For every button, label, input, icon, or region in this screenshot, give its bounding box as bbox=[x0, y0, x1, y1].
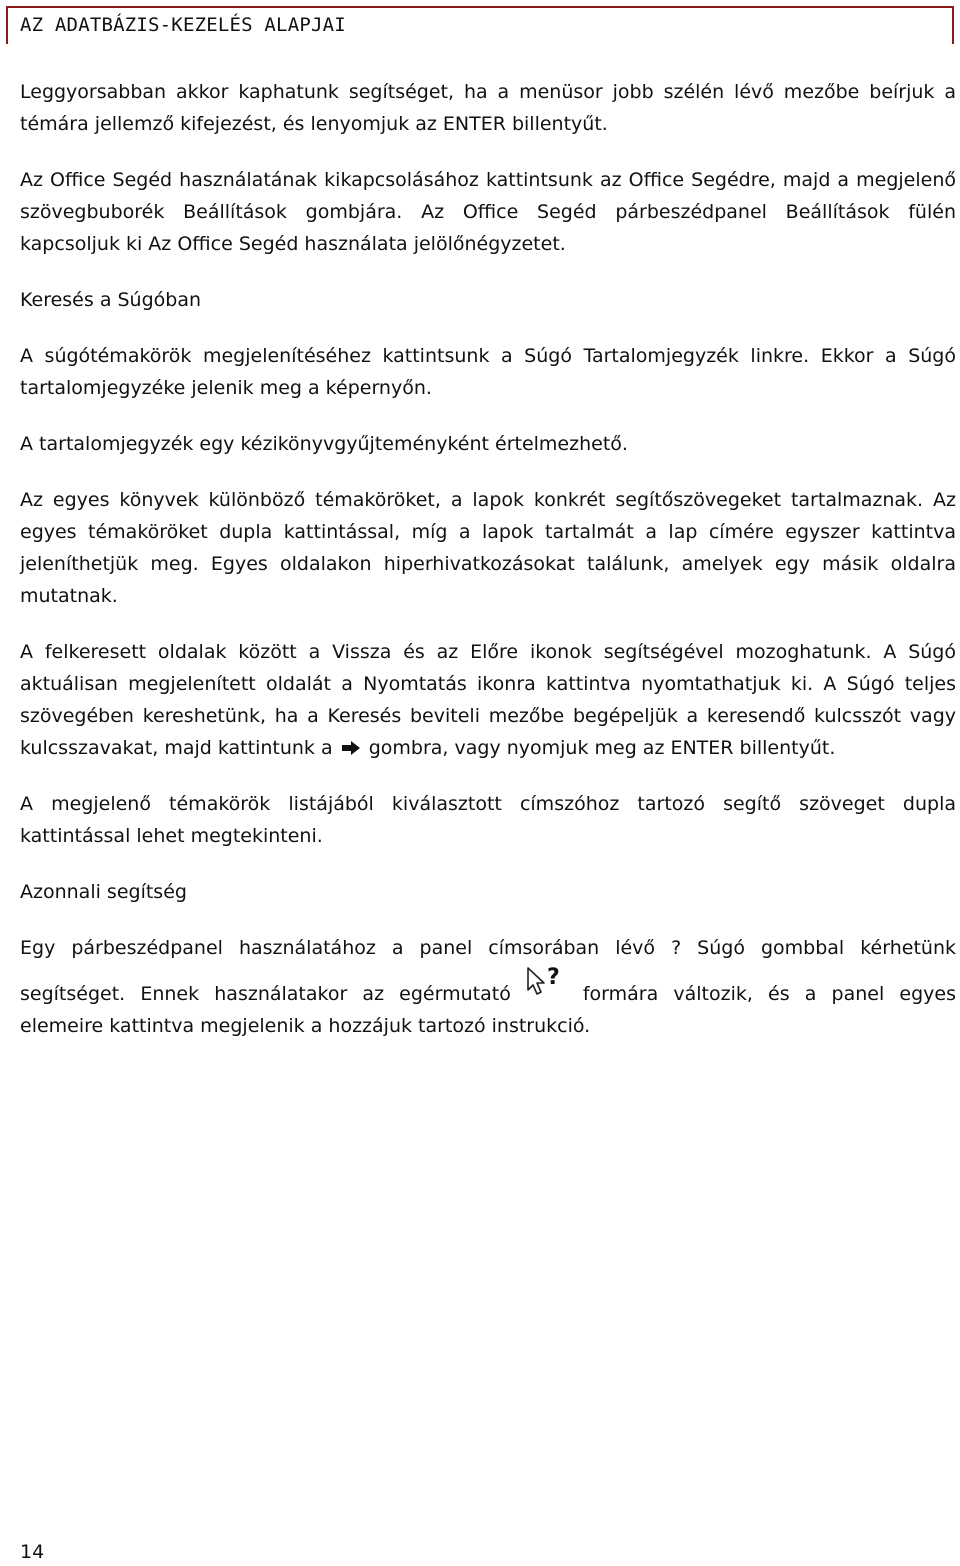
paragraph-with-arrow bbox=[20, 636, 956, 764]
document-body bbox=[20, 76, 956, 1066]
paragraph-text: A felkeresett oldalak között a Vissza és az Előre ikonok segítségével mozoghatunk. A Súgó aktuálisan megjelenített oldalát a Nyomtatás ikonra kattintva nyomtathatjuk ki. A Súgó teljes szövegében kereshetünk, ha a Keresés beviteli mezőbe begépeljük a keresendő kulcsszót vagy kulcsszavakat, majd kattintunk a bbox=[20, 641, 956, 759]
paragraph-with-icon bbox=[20, 932, 956, 1042]
paragraph-text: gombra, vagy nyomjuk meg az ENTER billentyűt. bbox=[368, 737, 836, 759]
paragraph-text: formára változik, és a panel egyes elemeire kattintva megjelenik a hozzájuk tartozó instrukció. bbox=[20, 983, 956, 1037]
help-cursor-icon bbox=[525, 964, 565, 1000]
right-arrow-icon bbox=[341, 740, 361, 756]
paragraph-text: Egy párbeszédpanel használatához a panel címsorában lévő ? Súgó gombbal kérhetünk segítséget. Ennek használatakor az egérmutató bbox=[20, 937, 956, 1005]
paragraph: A tartalomjegyzék egy kézikönyvgyűjteményként értelmezhető. bbox=[20, 433, 628, 455]
paragraph: Az egyes könyvek különböző témaköröket, a lapok konkrét segítőszövegeket tartalmaznak. Az egyes témaköröket dupla kattintással, míg a lapok tartalmát a lap címére egyszer kattintva jeleníthetjük meg. Egyes oldalakon hiperhivatkozásokat találunk, amelyek egy másik oldalra mutatnak. bbox=[20, 489, 956, 607]
paragraph: Az Office Segéd használatának kikapcsolásához kattintsunk az Office Segédre, majd a megjelenő szövegbuborék Beállítások gombjára. Az Office Segéd párbeszédpanel Beállítások fülén kapcsoljuk ki Az Office Segéd használata jelölőnégyzetet. bbox=[20, 169, 956, 255]
paragraph: A megjelenő témakörök listájából kiválasztott címszóhoz tartozó segítő szöveget dupla kattintással lehet megtekinteni. bbox=[20, 793, 956, 847]
page-number: 14 bbox=[20, 1541, 45, 1563]
section-heading: Azonnali segítség bbox=[20, 881, 187, 903]
paragraph: A súgótémakörök megjelenítéséhez kattintsunk a Súgó Tartalomjegyzék linkre. Ekkor a Súgó tartalomjegyzéke jelenik meg a képernyőn. bbox=[20, 345, 956, 399]
paragraph: Leggyorsabban akkor kaphatunk segítséget, ha a menüsor jobb szélén lévő mezőbe beírjuk a témára jellemző kifejezést, és lenyomjuk az ENTER billentyűt. bbox=[20, 81, 956, 135]
section-heading: Keresés a Súgóban bbox=[20, 289, 202, 311]
svg-text:?: ? bbox=[546, 965, 560, 990]
page-header-title: AZ ADATBÁZIS-KEZELÉS ALAPJAI bbox=[20, 14, 346, 36]
